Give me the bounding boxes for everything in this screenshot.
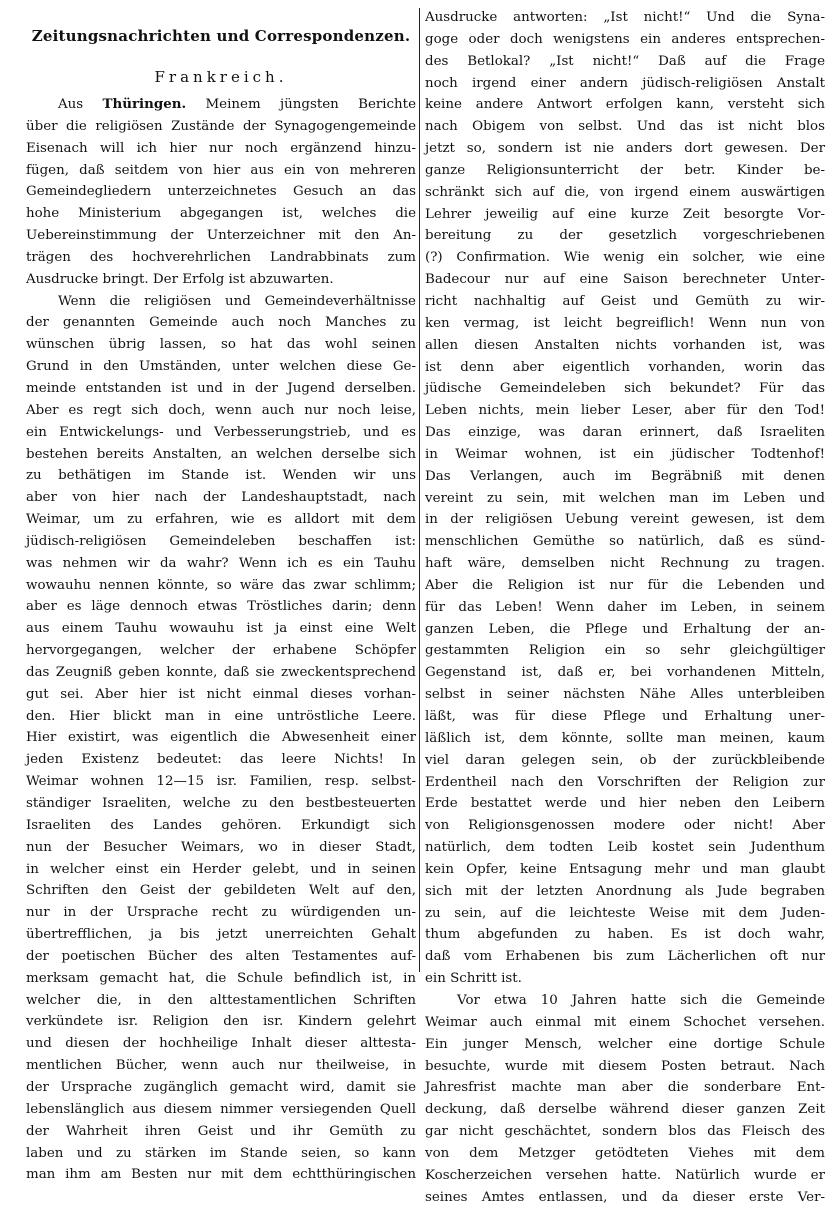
text-line: Koscherzeichen versehen hatte. Natürlich wurde er — [425, 1167, 825, 1183]
text-line: wünschen übrig lassen, so hat das wohl seinen — [26, 337, 416, 353]
text-line: selbst in seiner nächsten Nähe Alles unterbleiben — [425, 687, 825, 703]
text-line: allen diesen Anstalten nichts vorhanden ist, was — [425, 337, 825, 353]
text-line: jüdische Gemeindeleben sich bekundet? Für das — [425, 381, 825, 397]
text-line: von Religionsgenossen modere oder nicht! Aber — [425, 818, 825, 834]
text-line: Uebereinstimmung der Unterzeichner mit den An- — [26, 228, 416, 244]
column-divider — [419, 8, 420, 972]
text-line: Wenn die religiösen und Gemeindeverhältnisse — [58, 293, 416, 309]
text-line: aus einem Tauhu wowauhu ist ja einst eine Welt — [26, 621, 416, 637]
text-line: was nehmen wir da wahr? Wenn ich es ein Tauhu — [26, 555, 416, 571]
text-line: bereitung zu der gesetzlich vorgeschriebenen — [425, 228, 825, 244]
text-line: Das einzige, was daran erinnert, daß Israeliten — [425, 425, 825, 441]
text-line: Ausdrucke antworten: „Ist nicht!“ Und die Syna- — [425, 10, 825, 25]
text-line: deckung, daß derselbe während dieser ganzen Zeit — [425, 1102, 825, 1118]
text-line: Schriften den Geist der gebildeten Welt auf den, — [26, 883, 416, 899]
text-line: Ausdrucke bringt. Der Erfolg ist abzuwarten. — [26, 271, 334, 287]
text-line: goge oder doch wenigstens ein anderes entsprechen- — [425, 31, 825, 47]
text-line: besuchte, wurde mit diesem Posten betraut. Nach — [425, 1058, 825, 1074]
text-line: lebenslänglich aus diesem nimmer versiegenden Quell — [26, 1101, 416, 1117]
text-line: schränkt sich auf die, von irgend einem auswärtigen — [425, 184, 825, 200]
right-column-text — [425, 7, 825, 1208]
text-line: hervorgegangen, welcher der erhabene Schöpfer — [26, 643, 416, 659]
text-line: und diesen der hochheilige Inhalt dieser alttesta- — [26, 1036, 416, 1052]
text-line: in der religiösen Uebung vereint gewesen, ist dem — [425, 512, 825, 528]
text-line: ken vermag, ist leicht begreiflich! Wenn nun von — [425, 315, 825, 331]
text-line: Jahresfrist machte man aber die sonderbare Ent- — [425, 1080, 825, 1096]
text-line: Israeliten des Landes gehören. Erkundigt sich — [26, 817, 416, 833]
text-line: aber von hier nach der Landeshauptstadt, nach — [26, 490, 416, 506]
text-line: Ein junger Mensch, welcher eine dortige Schule — [425, 1036, 825, 1052]
text-line: hohe Ministerium abgegangen ist, welches die — [26, 206, 416, 222]
text-line: läßt, was für diese Pflege und Erhaltung uner- — [425, 709, 825, 724]
text-line: läßlich ist, dem könnte, sollte man meinen, kaum — [425, 730, 825, 746]
text-line: Gegenstand ist, daß er, bei vorhandenen Mitteln, — [425, 665, 825, 681]
text-line: menschlichen Gemüthe so natürlich, daß es sünd- — [425, 534, 825, 550]
text-line: zu sein, auf die leichteste Weise mit dem Juden- — [425, 905, 825, 921]
text-line: natürlich, dem todten Leib kostet sein Judenthum — [425, 840, 825, 856]
text-line: ständiger Israeliten, welche zu den bestbesteuerten — [26, 796, 416, 811]
text-line: nun der Besucher Weimars, wo in dieser Stadt, — [26, 839, 416, 855]
text-line: noch irgend einer andern jüdisch-religiösen Anstalt — [425, 75, 825, 91]
text-line: über die religiösen Zustände der Synagogengemeinde — [26, 118, 416, 134]
text-line: ein Schritt ist. — [425, 971, 522, 987]
text-line: Vor etwa 10 Jahren hatte sich die Gemeinde — [457, 992, 825, 1008]
text-line: der poetischen Bücher des alten Testamentes auf- — [26, 948, 416, 964]
text-line: verkündete isr. Religion den isr. Kindern gelehrt — [26, 1014, 416, 1030]
text-line: Leben nichts, mein lieber Leser, aber für den Tod! — [425, 403, 825, 419]
text-line: keine andere Antwort erfolgen kann, versteht sich — [425, 97, 825, 113]
text-line: Weimar, um zu erfahren, wie es alldort mit dem — [26, 512, 416, 528]
page-heading: Zeitungsnachrichten und Correspondenzen. — [31, 27, 411, 45]
text-line: Erdentheil nach den Vorschriften der Religion zur — [425, 774, 825, 790]
text-line: Eisenach will ich hier nur noch ergänzend hinzu- — [26, 140, 416, 156]
text-line: vereint zu sein, mit welchen man im Leben und — [425, 490, 825, 506]
text-line: der genannten Gemeinde auch noch Manches zu — [26, 315, 416, 331]
text-line: in Weimar wohnen, ist ein jüdischer Todtenhof! — [425, 446, 825, 462]
left-column — [26, 0, 416, 1183]
text-line: Weimar auch einmal mit einem Schochet versehen. — [425, 1014, 825, 1030]
text-line: sich mit der letzten Anordnung als Jude begraben — [425, 883, 825, 899]
text-line: der Wahrheit ihren Geist und ihr Gemüth zu — [26, 1123, 416, 1139]
text-line: ganze Religionsunterricht der betr. Kinder be- — [425, 162, 825, 178]
text-line: den. Hier blickt man in eine untröstliche Leere. — [26, 708, 416, 724]
text-line: Lehrer jeweilig auf eine kurze Zeit besorgte Vor- — [425, 206, 825, 222]
text-line: das Zeugniß geben konnte, daß sie zweckentsprechend — [26, 664, 416, 680]
text-line: Grund in den Umständen, unter welchen diese Ge- — [26, 359, 416, 375]
text-line: übertrefflichen, ja bis jetzt unerreichten Gehalt — [26, 927, 416, 943]
text-line: der Ursprache zugänglich gemacht wird, damit sie — [26, 1079, 416, 1095]
text-line: thum abgefunden zu haben. Es ist doch wahr, — [425, 927, 825, 943]
text-line: Aber die Religion ist nur für die Lebenden und — [425, 577, 825, 593]
text-line: kein Opfer, keine Entsagung mehr und man glaubt — [425, 861, 825, 877]
text-line: für das Leben! Wenn daher im Leben, in seinem — [425, 599, 825, 615]
text-line: daß vom Erhabenen bis zum Lächerlichen oft nur — [425, 949, 825, 965]
text-line: Badecour nur auf eine Saison berechneter Unter- — [425, 272, 825, 288]
text-line: gut sei. Aber hier ist nicht einmal dieses vorhan- — [26, 686, 416, 702]
text-line: aber es läge dennoch etwas Tröstliches darin; denn — [26, 599, 416, 615]
left-column-text — [26, 94, 416, 1186]
text-line: man ihm am Besten nur mit dem echtthüringischen — [26, 1167, 416, 1183]
text-line: Gemeindegliedern unterzeichnetes Gesuch an das — [26, 184, 416, 200]
text-line: bestehen bereits Anstalten, an welchen derselbe sich — [26, 446, 416, 462]
right-column — [425, 0, 825, 1205]
text-line: gar nicht geschächtet, sondern blos das Fleisch des — [425, 1124, 825, 1140]
text-line: Das Verlangen, auch im Begräbniß mit denen — [425, 468, 825, 484]
text-line: laben und zu stärken im Stande seien, so kann — [26, 1145, 416, 1161]
text-line: merksam gemacht hat, die Schule befindlich ist, in — [26, 970, 416, 986]
dateline-place: Thüringen. — [102, 96, 187, 112]
text-line: welcher die, in den alttestamentlichen Schriften — [26, 992, 416, 1008]
text-line: in welcher einst ein Herder gelebt, und in seinen — [26, 861, 416, 877]
text-line: trägen des hochverehrlichen Landrabbinats zum — [26, 249, 416, 265]
text-line: von dem Metzger getödteten Viehes mit dem — [425, 1145, 825, 1161]
text-line: nach Obigem von selbst. Und das ist nicht blos — [425, 119, 825, 135]
text-line: fügen, daß seitdem von hier aus ein von mehreren — [26, 162, 416, 178]
text-line: ganzen Leben, die Pflege und Erhaltung der an- — [425, 621, 825, 637]
text-line: (?) Confirmation. Wie wenig ein solcher, wie eine — [425, 250, 825, 266]
text-line: viel daran gelegen sein, ob der zurückbleibende — [425, 752, 825, 768]
text-line: richt nachhaltig auf Geist und Gemüth zu wir- — [425, 293, 825, 309]
text-line: jeden Existenz bedeutet: das leere Nichts! In — [26, 752, 416, 768]
text-line: des Betlokal? „Ist nicht!“ Daß auf die Frage — [425, 53, 825, 69]
text-line: Weimar wohnen 12—15 isr. Familien, resp. selbst- — [26, 774, 416, 790]
text-line: jüdisch-religiösen Gemeindeleben beschaffen ist: — [26, 533, 416, 549]
text-line: meinde entstanden ist und in der Jugend derselben. — [26, 380, 416, 396]
text-line: Erde bestattet werde und hier neben den Leibern — [425, 796, 825, 812]
text-line: jetzt so, sondern ist nie anders dort gewesen. Der — [425, 141, 825, 157]
text-line: haft wäre, demselben nicht Rechnung zu tragen. — [425, 556, 825, 572]
text-line: wowauhu nennen könnte, so wäre das zwar schlimm; — [26, 577, 416, 593]
text-line: Aber es regt sich doch, wenn auch nur noch leise, — [26, 402, 416, 418]
text-line: seines Amtes entlassen, und da dieser erste Ver- — [425, 1189, 825, 1205]
text-line: Hier existirt, was eigentlich die Abwesenheit einer — [26, 730, 416, 746]
text-line: gestammten Religion ein so sehr gleichgültiger — [425, 643, 825, 659]
section-title: Frankreich. — [154, 68, 288, 86]
text-line: ein Entwickelungs- und Verbesserungstrieb, und es — [26, 424, 416, 440]
text-line: zu bethätigen im Stande ist. Wenden wir uns — [26, 468, 416, 484]
text-line: nur in der Ursprache recht zu würdigenden un- — [26, 905, 416, 921]
text-line: Aus Thüringen. Meinem jüngsten Berichte — [58, 96, 416, 112]
text-line: mentlichen Bücher, wenn auch nur theilweise, in — [26, 1058, 416, 1074]
text-line: ist denn aber eigentlich vorhanden, worin das — [425, 359, 825, 375]
